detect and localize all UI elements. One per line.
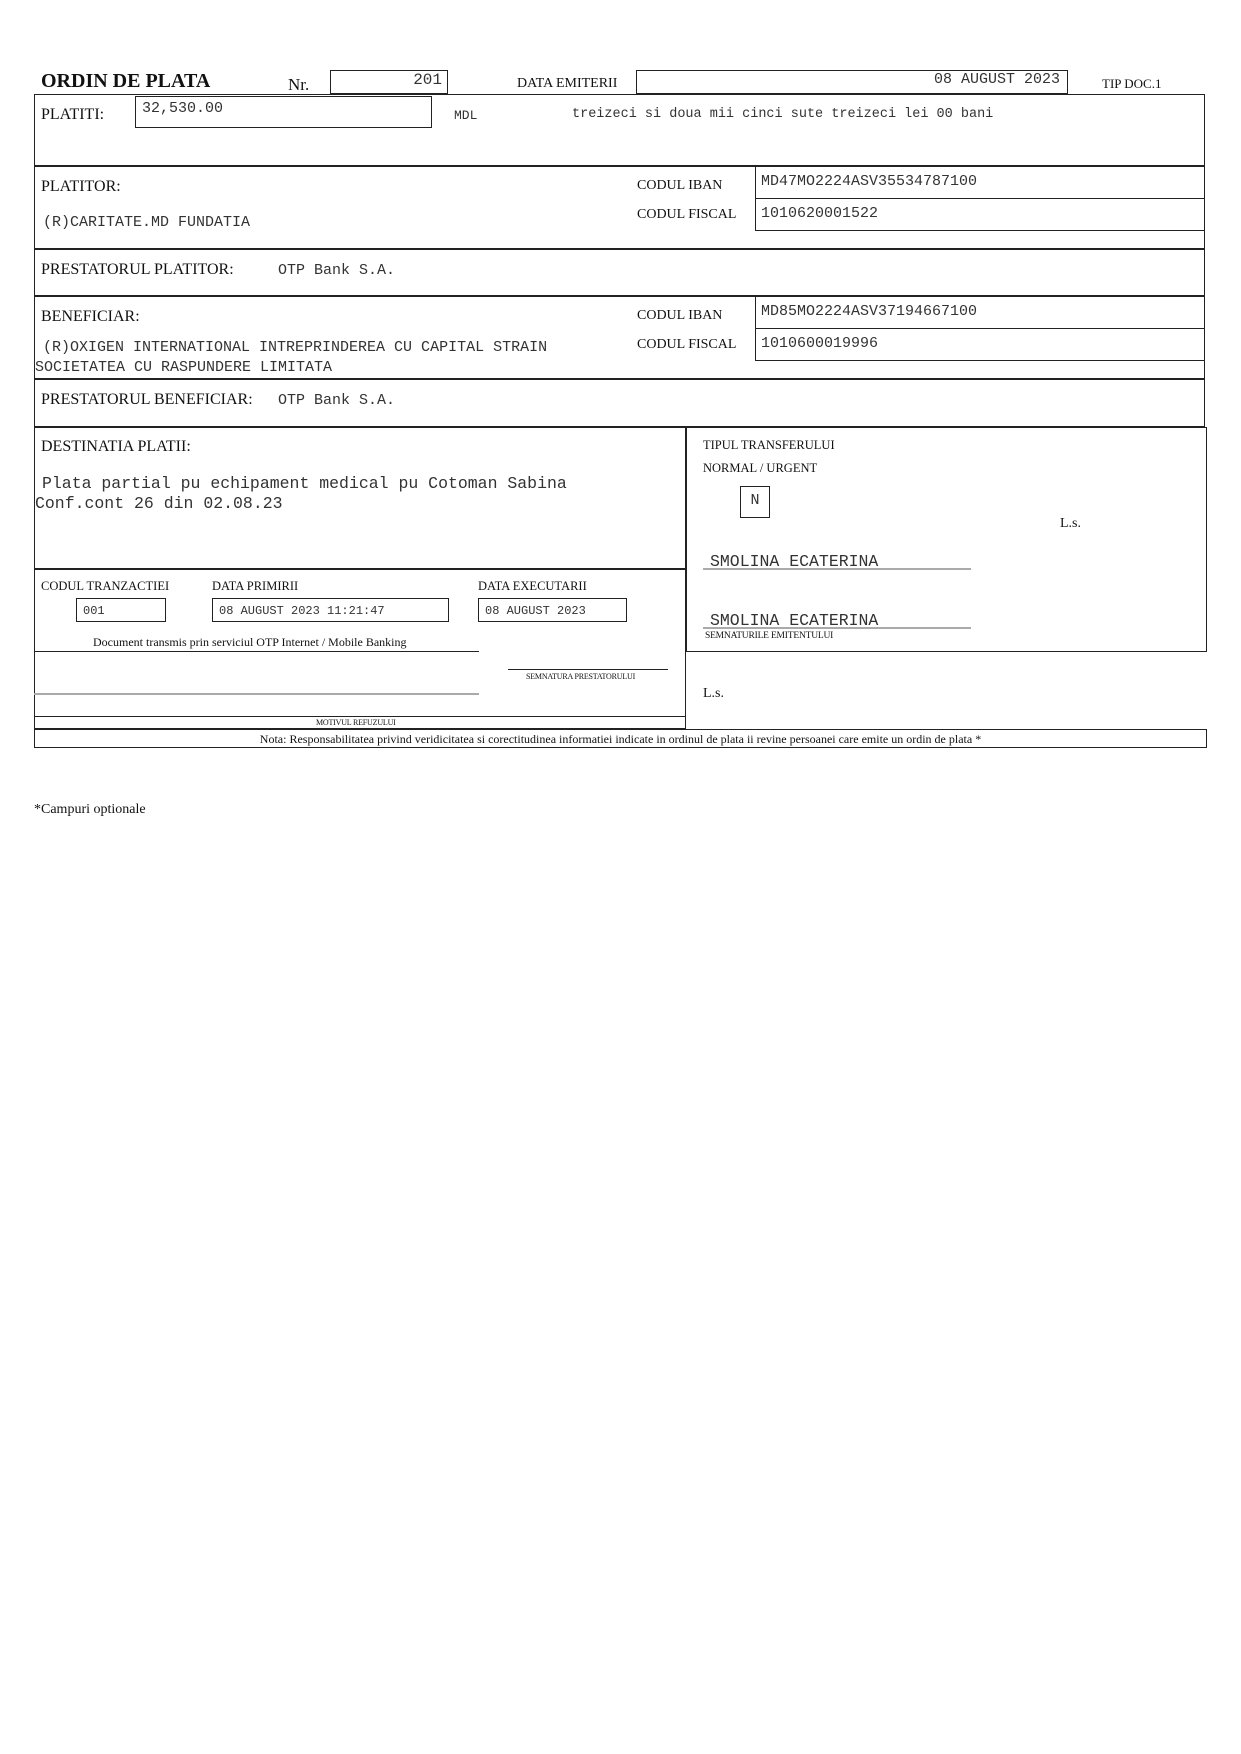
refusal-divider: [34, 716, 686, 717]
executed-date-label: DATA EXECUTARII: [478, 579, 587, 593]
signer-2: SMOLINA ECATERINA: [710, 611, 879, 630]
payer-iban: MD47MO2224ASV35534787100: [761, 173, 978, 190]
beneficiary-provider-value: OTP Bank S.A.: [278, 392, 396, 409]
doc-type: TIP DOC.1: [1102, 76, 1162, 91]
document-title: ORDIN DE PLATA: [41, 70, 211, 92]
signer-1: SMOLINA ECATERINA: [710, 552, 879, 571]
transfer-type-value: N: [750, 492, 760, 509]
executed-date: 08 AUGUST 2023: [485, 604, 586, 618]
beneficiary-label: BENEFICIAR:: [41, 308, 140, 325]
beneficiary-iban-label: CODUL IBAN: [637, 308, 723, 323]
destination-line2: Conf.cont 26 din 02.08.23: [35, 494, 283, 513]
optional-fields-note: *Campuri optionale: [34, 802, 146, 817]
signer-1-line: [703, 568, 971, 570]
received-date: 08 AUGUST 2023 11:21:47: [219, 604, 385, 618]
emitter-signatures-label: SEMNATURILE EMITENTULUI: [705, 631, 834, 641]
payer-provider-label: PRESTATORUL PLATITOR:: [41, 261, 234, 278]
amount-in-words: treizeci si doua mii cinci sute treizeci lei 00 bani: [572, 107, 994, 122]
ls-stamp-top: L.s.: [1060, 516, 1081, 531]
provider-signature-label: SEMNATURA PRESTATORULUI: [526, 672, 636, 681]
responsibility-note: Nota: Responsabilitatea privind veridicitatea si corectitudinea informatiei indicate in ordinul de plata ii revine persoanei care emite un ordin de plata *: [259, 732, 982, 746]
received-date-label: DATA PRIMIRII: [212, 579, 299, 593]
signer-2-line: [703, 627, 971, 629]
transfer-options: NORMAL / URGENT: [703, 461, 818, 475]
payer-provider-value: OTP Bank S.A.: [278, 262, 396, 279]
beneficiary-fiscal-label: CODUL FISCAL: [637, 337, 737, 352]
transfer-type-label: TIPUL TRANSFERULUI: [703, 438, 835, 452]
payer-name: (R)CARITATE.MD FUNDATIA: [43, 214, 251, 231]
destination-label: DESTINATIA PLATII:: [41, 438, 191, 455]
beneficiary-iban: MD85MO2224ASV37194667100: [761, 303, 978, 320]
transaction-code: 001: [83, 604, 105, 618]
transmitted-note-line: [34, 651, 479, 652]
amount-value: 32,530.00: [142, 100, 224, 117]
beneficiary-name-line1: (R)OXIGEN INTERNATIONAL INTREPRINDEREA CU CAPITAL STRAIN: [43, 339, 548, 356]
issue-date-label: DATA EMITERII: [517, 76, 618, 91]
refusal-reason-label: MOTIVUL REFUZULUI: [316, 718, 396, 727]
currency: MDL: [454, 108, 478, 123]
payer-fiscal: 1010620001522: [761, 205, 879, 222]
transmitted-note: Document transmis prin serviciul OTP Internet / Mobile Banking: [93, 635, 407, 649]
issue-date-value: 08 AUGUST 2023: [933, 71, 1060, 88]
beneficiary-name-line2: SOCIETATEA CU RASPUNDERE LIMITATA: [35, 359, 333, 376]
nr-value: 201: [413, 71, 442, 89]
transaction-code-label: CODUL TRANZACTIEI: [41, 579, 170, 593]
refusal-line: [34, 693, 479, 695]
beneficiary-provider-label: PRESTATORUL BENEFICIAR:: [41, 391, 253, 408]
payer-fiscal-label: CODUL FISCAL: [637, 207, 737, 222]
amount-label: PLATITI:: [41, 106, 105, 123]
stamp-divider: [686, 651, 1207, 652]
destination-line1: Plata partial pu echipament medical pu Cotoman Sabina: [42, 474, 567, 493]
payer-label: PLATITOR:: [41, 178, 121, 195]
provider-signature-line: [508, 669, 668, 670]
payer-iban-label: CODUL IBAN: [637, 178, 723, 193]
nr-label: Nr.: [288, 75, 310, 94]
ls-stamp-bottom: L.s.: [703, 686, 724, 701]
beneficiary-fiscal: 1010600019996: [761, 335, 879, 352]
